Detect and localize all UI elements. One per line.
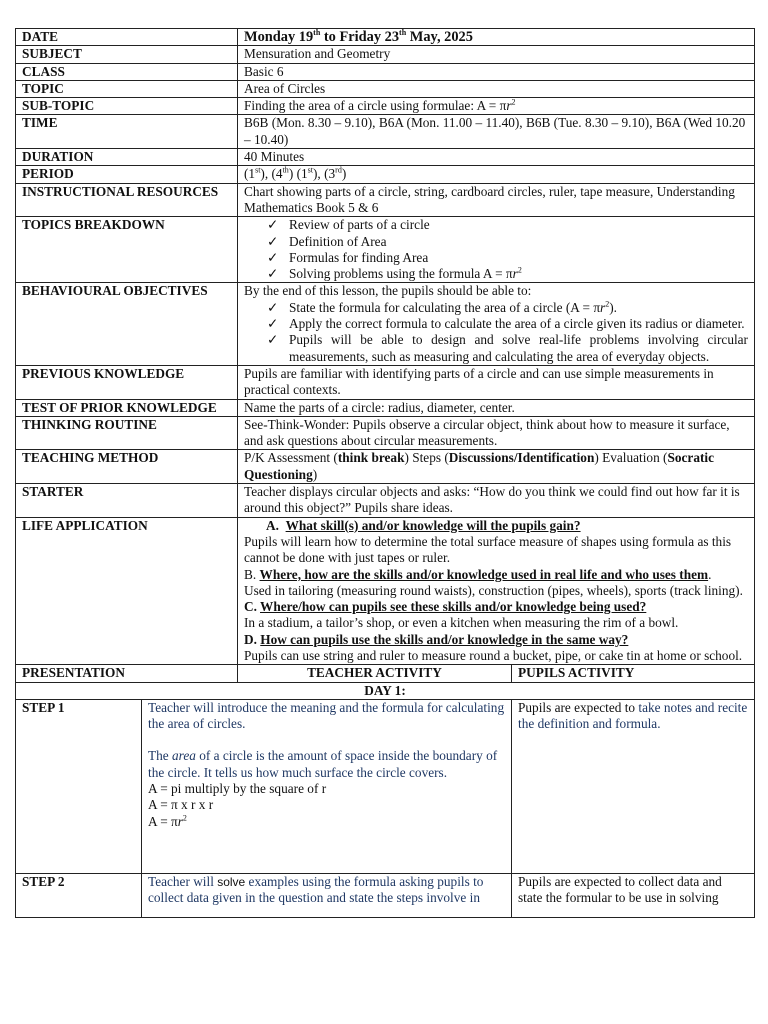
list-item: ✓ State the formula for calculating the area of a circle $(A = \pi r^2)$. (267, 299, 617, 315)
row-day (16, 682, 755, 699)
label-thinking: THINKING ROUTINE (16, 416, 238, 450)
list-item: ✓ Formulas for finding Area (267, 249, 429, 265)
step-1-teacher: Teacher will introduce the meaning and the formula for calculating the area of circles. The area of a circle is the amount of space inside the boundary of the circle. It tells us how much surface the circle covers. A = pi multiply by the square of r A = π x r x r $A = \pi r^2$ (142, 699, 512, 873)
label-time: TIME (16, 115, 238, 149)
list-item: ✓ Pupils will be able to design and solve real-life problems involving circular measurements, such as measuring and calculating the area of everyday objects. (267, 332, 748, 364)
value-starter: Teacher displays circular objects and asks: “How do you think we could find out how far it is around this object?” Pupils share ideas. (238, 484, 755, 518)
value-date: Monday 19th to Friday 23th May, 2025 (238, 29, 755, 46)
value-previous: Pupils are familiar with identifying parts of a circle and can use simple measurements in practical contexts. (238, 365, 755, 399)
value-life: A. What skill(s) and/or knowledge will the pupils gain? Pupils will learn how to determine the total surface measure of shapes using formula as this cannot be done with just tapes or ruler. B. Where, how are the skills and/or knowledge used in real life and who uses them. Used in tailoring (measuring round waists), construction (pipes, wheels), sports (track lining). C. Where/how can pupils see these skills and/or knowledge being used? In a stadium, a tailor’s shop, or even a kitchen when measuring the rim of a bowl. D. How can pupils use the skills and/or knowledge in the same way? Pupils can use string and ruler to measure round a bucket, pipe, or cake tin at home or school. (238, 517, 755, 665)
check-icon: ✓ (267, 316, 279, 332)
value-resources: Chart showing parts of a circle, string, cardboard circles, ruler, tape measure, Understanding Mathematics Book 5 & 6 (238, 183, 755, 217)
value-objectives: By the end of this lesson, the pupils should be able to: ✓ State the formula for calculating the area of a circle $(A = \pi r^2)$. ✓ Apply the correct formula to calculate the area of a circle given its radius or diameter. ✓ Pupils will be able to design and solve real-life problems involving circular measurements, such as measuring and calculating the area of everyday objects. (238, 283, 755, 365)
step-2-pupils: Pupils are expected to collect data and state the formular to be use in solving (512, 873, 755, 917)
value-subtopic: Finding the area of a circle using formulae: $A = \pi r^2$ (238, 98, 755, 115)
value-period: (1st), (4th) (1st), (3rd) (238, 166, 755, 183)
value-thinking: See-Think-Wonder: Pupils observe a circular object, think about how to measure it surface, and ask questions about circular measurements. (238, 416, 755, 450)
label-method: TEACHING METHOD (16, 450, 238, 484)
row-subject (16, 46, 755, 63)
row-subtopic (16, 98, 755, 115)
check-icon: ✓ (267, 233, 279, 249)
label-step-1: STEP 1 (16, 699, 142, 873)
label-resources: INSTRUCTIONAL RESOURCES (16, 183, 238, 217)
row-date (16, 29, 755, 46)
label-period: PERIOD (16, 166, 238, 183)
label-breakdown: TOPICS BREAKDOWN (16, 217, 238, 283)
row-step-1 (16, 699, 755, 873)
label-subtopic: SUB-TOPIC (16, 98, 238, 115)
list-item: ✓ Apply the correct formula to calculate the area of a circle given its radius or diameter. (267, 316, 745, 332)
pupils-activity-header: PUPILS ACTIVITY (512, 665, 755, 682)
row-duration (16, 149, 755, 166)
value-method: P/K Assessment (think break) Steps (Discussions/Identification) Evaluation (Socratic Questioning) (238, 450, 755, 484)
value-topic: Area of Circles (238, 80, 755, 97)
row-breakdown (16, 217, 755, 283)
list-item: ✓ Solving problems using the formula $A = \pi r^2$ (267, 265, 522, 282)
label-duration: DURATION (16, 149, 238, 166)
label-subject: SUBJECT (16, 46, 238, 63)
label-step-2: STEP 2 (16, 873, 142, 917)
label-life: LIFE APPLICATION (16, 517, 238, 665)
value-breakdown (238, 217, 755, 283)
label-previous: PREVIOUS KNOWLEDGE (16, 365, 238, 399)
row-previous (16, 365, 755, 399)
row-test-prior (16, 399, 755, 416)
step-1-pupils: Pupils are expected to take notes and recite the definition and formula. (512, 699, 755, 873)
label-date: DATE (16, 29, 238, 46)
label-starter: STARTER (16, 484, 238, 518)
row-presentation (16, 665, 755, 682)
check-icon: ✓ (267, 266, 279, 282)
list-item: ✓ Definition of Area (267, 233, 387, 249)
label-objectives: BEHAVIOURAL OBJECTIVES (16, 283, 238, 365)
value-test-prior: Name the parts of a circle: radius, diameter, center. (238, 399, 755, 416)
check-icon: ✓ (267, 217, 279, 233)
row-thinking (16, 416, 755, 450)
value-subject: Mensuration and Geometry (238, 46, 755, 63)
row-time (16, 115, 755, 149)
row-method (16, 450, 755, 484)
label-test-prior: TEST OF PRIOR KNOWLEDGE (16, 399, 238, 416)
check-icon: ✓ (267, 332, 279, 348)
row-starter (16, 484, 755, 518)
label-class: CLASS (16, 63, 238, 80)
row-resources (16, 183, 755, 217)
row-class (16, 63, 755, 80)
value-class: Basic 6 (238, 63, 755, 80)
list-item: ✓ Review of parts of a circle (267, 217, 430, 233)
teacher-activity-header: TEACHER ACTIVITY (238, 665, 512, 682)
row-topic (16, 80, 755, 97)
day-header: DAY 1: (16, 682, 755, 699)
step-2-teacher: Teacher will solve examples using the formula asking pupils to collect data given in the question and state the steps involve in (142, 873, 512, 917)
row-objectives (16, 283, 755, 365)
value-time: B6B (Mon. 8.30 – 9.10), B6A (Mon. 11.00 – 11.40), B6B (Tue. 8.30 – 9.10), B6A (Wed 10.20 – 10.40) (238, 115, 755, 149)
row-step-2 (16, 873, 755, 917)
row-life (16, 517, 755, 665)
label-presentation: PRESENTATION (16, 665, 238, 682)
value-duration: 40 Minutes (238, 149, 755, 166)
check-icon: ✓ (267, 249, 279, 265)
label-topic: TOPIC (16, 80, 238, 97)
lesson-plan-table (15, 28, 755, 918)
check-icon: ✓ (267, 299, 279, 315)
row-period (16, 166, 755, 183)
